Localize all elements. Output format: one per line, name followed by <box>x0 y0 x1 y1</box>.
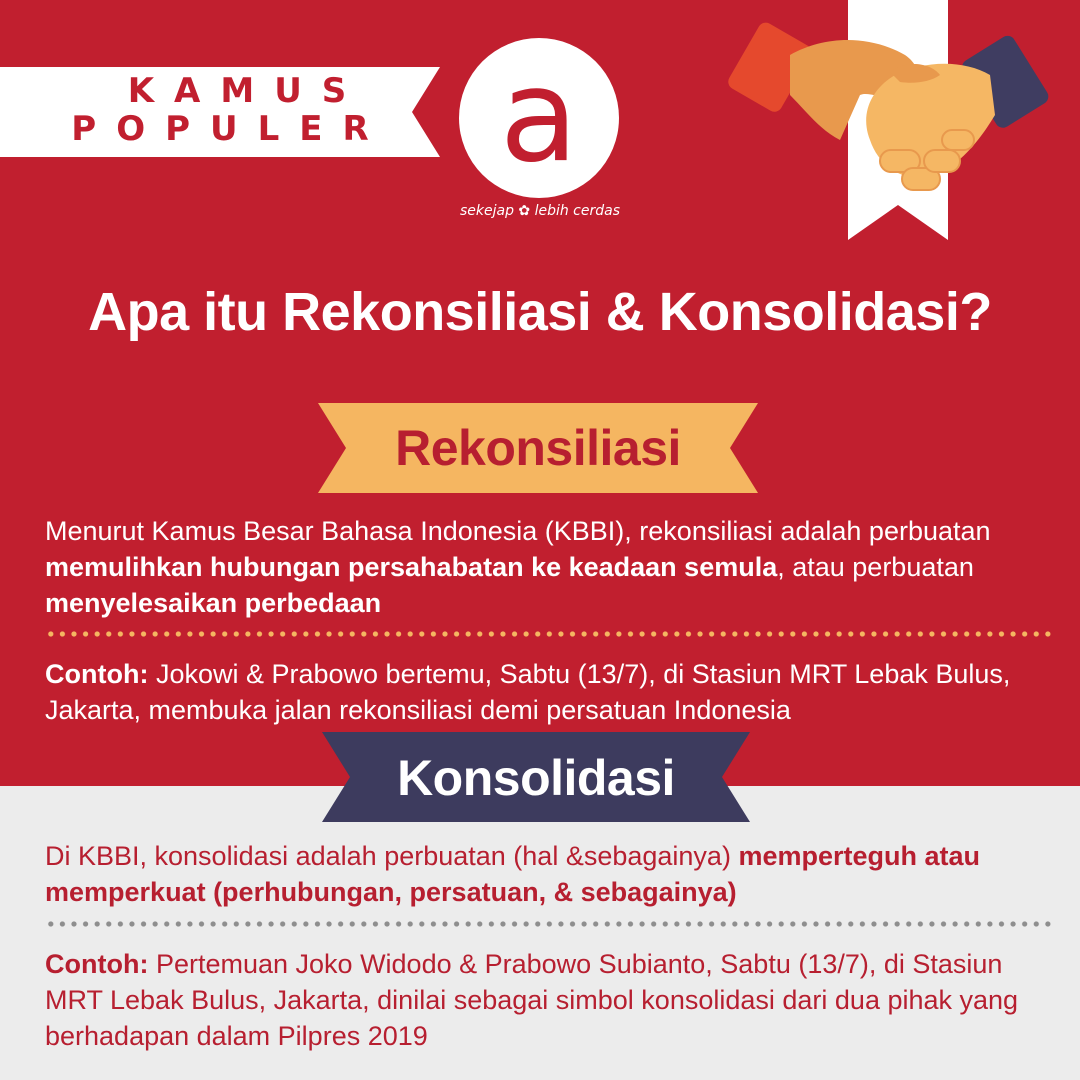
example-label: Contoh: <box>45 949 149 979</box>
rekonsiliasi-heading: Rekonsiliasi <box>395 420 681 476</box>
logo-a-icon <box>459 38 619 198</box>
tagline: sekejap ✿ lebih cerdas <box>459 203 621 219</box>
definition-highlight: memperteguh atau memperkuat (perhubungan, persatuan, & sebagainya) <box>45 841 980 907</box>
example-text: Jokowi & Prabowo bertemu, Sabtu (13/7), di Stasiun MRT Lebak Bulus, Jakarta, membuka jalan rekonsiliasi demi persatuan Indonesia <box>45 659 1011 725</box>
page-title: Apa itu Rekonsiliasi & Konsolidasi? <box>88 282 992 342</box>
brand-name <box>0 72 430 148</box>
logo <box>459 38 619 198</box>
rekonsiliasi-definition <box>45 513 1045 621</box>
rekonsiliasi-banner <box>318 403 758 493</box>
definition-text: Di KBBI, konsolidasi adalah perbuatan (hal &sebagainya) <box>45 841 739 871</box>
handshake-icon <box>720 0 1060 240</box>
brand-line-kamus: KAMUS <box>127 71 367 111</box>
konsolidasi-heading: Konsolidasi <box>397 750 675 806</box>
konsolidasi-definition <box>45 838 1045 910</box>
definition-text: , atau perbuatan <box>777 552 974 582</box>
definition-highlight: memulihkan hubungan persahabatan ke keadaan semula <box>45 552 778 582</box>
definition-highlight: menyelesaikan perbedaan <box>45 588 382 618</box>
rekonsiliasi-example <box>45 656 1045 728</box>
konsolidasi-banner <box>322 732 750 822</box>
definition-text: Menurut Kamus Besar Bahasa Indonesia (KBBI), rekonsiliasi adalah perbuatan <box>45 516 991 546</box>
dotted-divider <box>45 631 1055 637</box>
example-label: Contoh: <box>45 659 149 689</box>
konsolidasi-example <box>45 946 1045 1054</box>
brand-line-populer: POPULER <box>71 109 389 149</box>
logo-letter: a <box>499 42 579 191</box>
example-text: Pertemuan Joko Widodo & Prabowo Subianto, Sabtu (13/7), di Stasiun MRT Lebak Bulus, Jakarta, dinilai sebagai simbol konsolidasi dari dua pihak yang berhadapan dalam Pilpres 2019 <box>45 949 1019 1051</box>
dotted-divider <box>45 921 1055 927</box>
